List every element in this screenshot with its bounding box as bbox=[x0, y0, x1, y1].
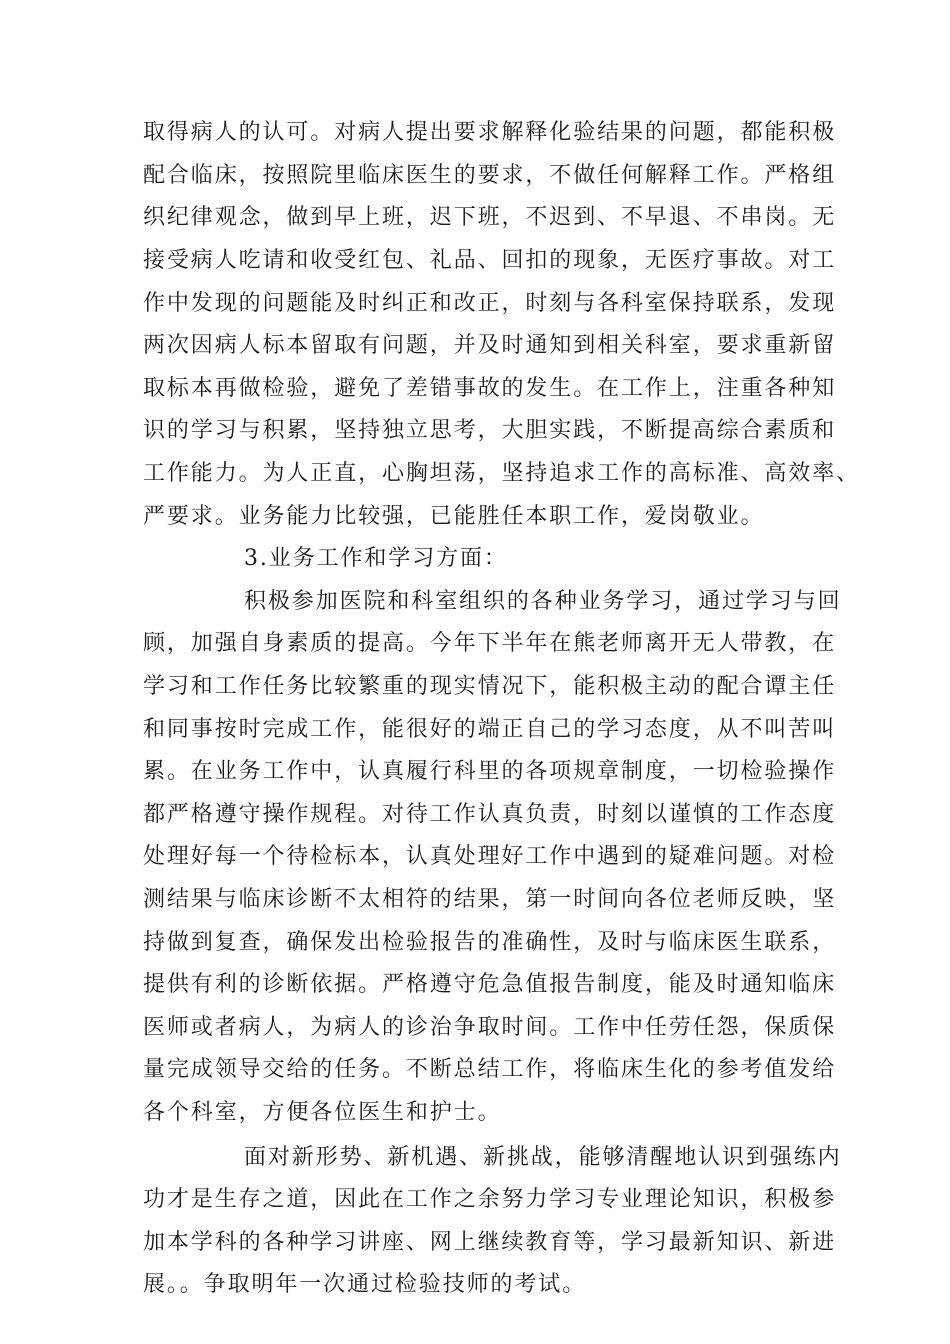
text-line: 展。。争取明年一次通过检验技师的考试。 bbox=[143, 1272, 587, 1297]
text-line: 提供有利的诊断依据。严格遵守危急值报告制度，能及时通知临床 bbox=[143, 972, 837, 997]
text-line: 各个科室，方便各位医生和护士。 bbox=[143, 1100, 502, 1125]
text-line: 医师或者病人，为病人的诊治争取时间。工作中任劳任怨，保质保 bbox=[143, 1015, 837, 1040]
text-line: 作中发现的问题能及时纠正和改正，时刻与各科室保持联系，发现 bbox=[143, 291, 837, 316]
text-line: 取标本再做检验，避免了差错事故的发生。在工作上，注重各种知 bbox=[143, 376, 837, 401]
text-line: 量完成领导交给的任务。不断总结工作，将临床生化的参考值发给 bbox=[143, 1057, 837, 1082]
text-line: 加本学科的各种学习讲座、网上继续教育等，学习最新知识、新进 bbox=[143, 1230, 837, 1255]
text-line: 顾，加强自身素质的提高。今年下半年在熊老师离开无人带教，在 bbox=[143, 631, 837, 656]
text-line: 和同事按时完成工作，能很好的端正自己的学习态度，从不叫苦叫 bbox=[143, 717, 837, 742]
text-line: 接受病人吃请和收受红包、礼品、回扣的现象，无医疗事故。对工 bbox=[143, 248, 837, 273]
text-line: 积极参加医院和科室组织的各种业务学习，通过学习与回 bbox=[244, 589, 842, 614]
text-line: 都严格遵守操作规程。对待工作认真负责，时刻以谨慎的工作态度 bbox=[143, 802, 837, 827]
text-line: 测结果与临床诊断不太相符的结果，第一时间向各位老师反映，坚 bbox=[143, 887, 837, 912]
text-line: 工作能力。为人正直，心胸坦荡，坚持追求工作的高标准、高效率、 bbox=[143, 461, 861, 486]
text-line: 织纪律观念，做到早上班，迟下班，不迟到、不早退、不串岗。无 bbox=[143, 205, 837, 230]
section-heading: 3.业务工作和学习方面： bbox=[244, 546, 508, 571]
text-line: 累。在业务工作中，认真履行科里的各项规章制度，一切检验操作 bbox=[143, 759, 837, 784]
text-line: 持做到复查，确保发出检验报告的准确性，及时与临床医生联系， bbox=[143, 930, 837, 955]
text-line: 处理好每一个待检标本，认真处理好工作中遇到的疑难问题。对检 bbox=[143, 844, 837, 869]
text-line: 面对新形势、新机遇、新挑战，能够清醒地认识到强练内 bbox=[244, 1145, 842, 1170]
text-line: 配合临床，按照院里临床医生的要求，不做任何解释工作。严格组 bbox=[143, 163, 837, 188]
text-line: 学习和工作任务比较繁重的现实情况下，能积极主动的配合谭主任 bbox=[143, 674, 837, 699]
text-line: 取得病人的认可。对病人提出要求解释化验结果的问题，都能积极 bbox=[143, 120, 837, 145]
text-line: 功才是生存之道，因此在工作之余努力学习专业理论知识，积极参 bbox=[143, 1187, 837, 1212]
text-line: 两次因病人标本留取有问题，并及时通知到相关科室，要求重新留 bbox=[143, 333, 837, 358]
text-line: 识的学习与积累，坚持独立思考，大胆实践，不断提高综合素质和 bbox=[143, 418, 837, 443]
text-line: 严要求。业务能力比较强，已能胜任本职工作，爱岗敬业。 bbox=[143, 504, 765, 529]
